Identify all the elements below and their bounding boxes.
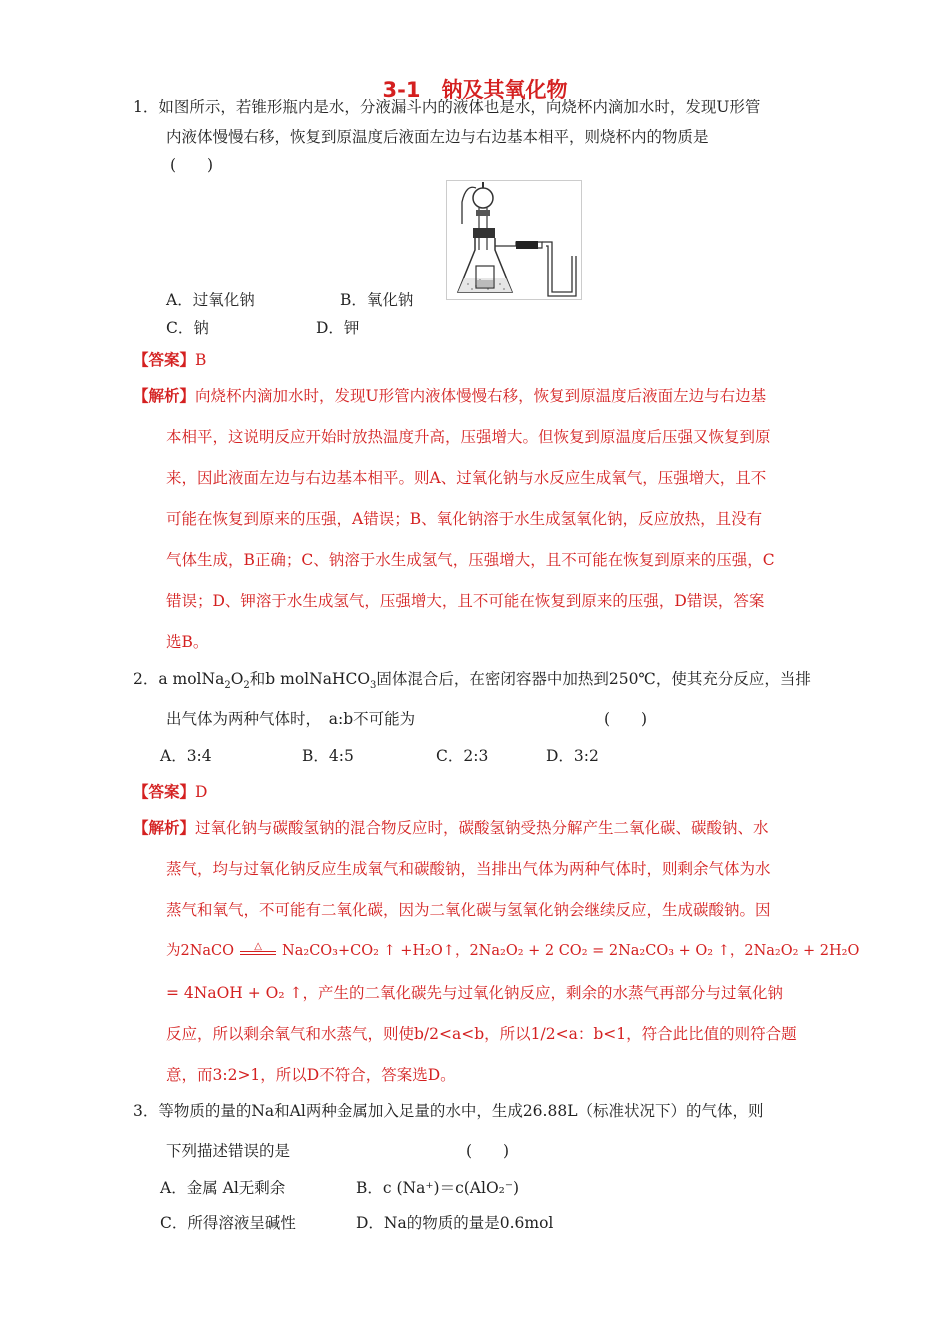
q2-analysis-line7: 意，而3:2>1，所以D不符合，答案选D。 [166, 1066, 456, 1084]
q2-stem-part: 2．a molNa [133, 670, 225, 688]
q2-analysis-text: 过氧化钠与碳酸氢钠的混合物反应时，碳酸氢钠受热分解产生二氧化碳、碳酸钠、水 [195, 819, 769, 837]
equation-start: 为2NaCO [166, 943, 235, 959]
q1-analysis-line5: 气体生成，B正确；C、钠溶于水生成氢气，压强增大，且不可能在恢复到原来的压强，C [166, 551, 775, 569]
q2-answer-value: D [195, 783, 208, 801]
q1-analysis-line3: 来，因此液面左边与右边基本相平。则A、过氧化钠与水反应生成氧气，压强增大，且不 [166, 469, 767, 487]
equation-rest: Na₂CO₃+CO₂ ↑ +H₂O↑，2Na₂O₂ + 2 CO₂ = 2Na₂CO₃ + O₂ ↑，2Na₂O₂ + 2H₂O [282, 943, 860, 959]
q2-stem-part: 固体混合后，在密闭容器中加热到250℃，使其充分反应，当排 [376, 670, 811, 688]
q2-analysis-tag: 【解析】 [133, 818, 196, 837]
q1-option-b: B．氧化钠 [340, 291, 414, 309]
q1-analysis-line1 [133, 386, 766, 406]
q3-option-d: D．Na的物质的量是0.6mol [356, 1214, 554, 1232]
q2-paren: ( ) [604, 710, 648, 728]
q1-analysis-line6: 错误；D、钾溶于水生成氢气，压强增大，且不可能在恢复到原来的压强，D错误，答案 [166, 592, 765, 610]
apparatus-figure [446, 180, 582, 300]
q2-answer [133, 782, 207, 802]
q1-analysis-line7: 选B。 [166, 633, 209, 651]
q3-option-b: B．c (Na⁺)＝c(AlO₂⁻) [356, 1179, 520, 1197]
heat-condition-mark [240, 941, 276, 955]
q2-option-c: C．2:3 [436, 747, 489, 765]
q3-stem-line2: 下列描述错误的是 [166, 1142, 291, 1160]
q2-analysis-line3: 蒸气和氧气，不可能有二氧化碳，因为二氧化碳与氢氧化钠会继续反应，生成碳酸钠。因 [166, 901, 771, 919]
q3-option-c: C．所得溶液呈碱性 [160, 1214, 296, 1232]
q2-analysis-line5: = 4NaOH + O₂ ↑，产生的二氧化碳先与过氧化钠反应，剩余的水蒸气再部分与过氧化钠 [166, 984, 783, 1002]
q2-option-d: D．3:2 [546, 747, 599, 765]
q3-option-a: A．金属 Al无剩余 [160, 1179, 286, 1197]
q2-stem-part: 和b molNaHCO [249, 670, 371, 688]
q1-analysis-tag: 【解析】 [133, 386, 196, 405]
q1-answer-value: B [195, 351, 207, 369]
q1-analysis-text: 向烧杯内滴加水时，发现U形管内液体慢慢右移，恢复到原温度后液面左边与右边基 [195, 387, 767, 405]
q2-stem-line2: 出气体为两种气体时， a:b不可能为 [166, 710, 416, 728]
q1-option-d: D．钾 [316, 319, 360, 337]
q3-paren: ( ) [466, 1142, 510, 1160]
q1-analysis-line4: 可能在恢复到原来的压强，A错误；B、氧化钠溶于水生成氢氧化钠，反应放热，且没有 [166, 510, 763, 528]
q1-stem-line2: 内液体慢慢右移，恢复到原温度后液面左边与右边基本相平，则烧杯内的物质是 [166, 128, 709, 146]
q1-stem-line1: 1．如图所示，若锥形瓶内是水，分液漏斗内的液体也是水，向烧杯内滴加水时，发现U形管 [133, 98, 761, 116]
q1-answer [133, 350, 206, 370]
q2-answer-tag: 【答案】 [133, 782, 196, 801]
q2-option-b: B．4:5 [302, 747, 354, 765]
heat-symbol: △ [254, 941, 262, 952]
q1-analysis-line2: 本相平，这说明反应开始时放热温度升高，压强增大。但恢复到原温度后压强又恢复到原 [166, 428, 771, 446]
q2-stem-line1: 2．a $molNa_2O_2$和b molNaHCO$_3$固体混合后，在密闭容器中加热到250℃，使其充分反应，当排 [133, 670, 811, 692]
page-title: 3-1 钠及其氧化物 [382, 78, 568, 102]
q1-option-c: C．钠 [166, 319, 209, 337]
q1-answer-tag: 【答案】 [133, 350, 196, 369]
q2-analysis-line6: 反应，所以剩余氧气和水蒸气，则使b/2<a<b，所以1/2<a：b<1，符合此比值的则符合题 [166, 1025, 797, 1043]
q1-paren: ( ) [170, 156, 214, 174]
q2-analysis-line4 [166, 941, 859, 961]
q2-analysis-line1 [133, 818, 769, 838]
q1-option-a: A．过氧化钠 [166, 291, 255, 309]
q2-option-a: A．3:4 [160, 747, 212, 765]
q2-analysis-line2: 蒸气，均与过氧化钠反应生成氧气和碳酸钠，当排出气体为两种气体时，则剩余气体为水 [166, 860, 771, 878]
q3-stem-line1: 3．等物质的量的Na和Al两种金属加入足量的水中，生成26.88L（标准状况下）的气体，则 [133, 1102, 764, 1120]
q2-stem-part: O [230, 670, 244, 688]
